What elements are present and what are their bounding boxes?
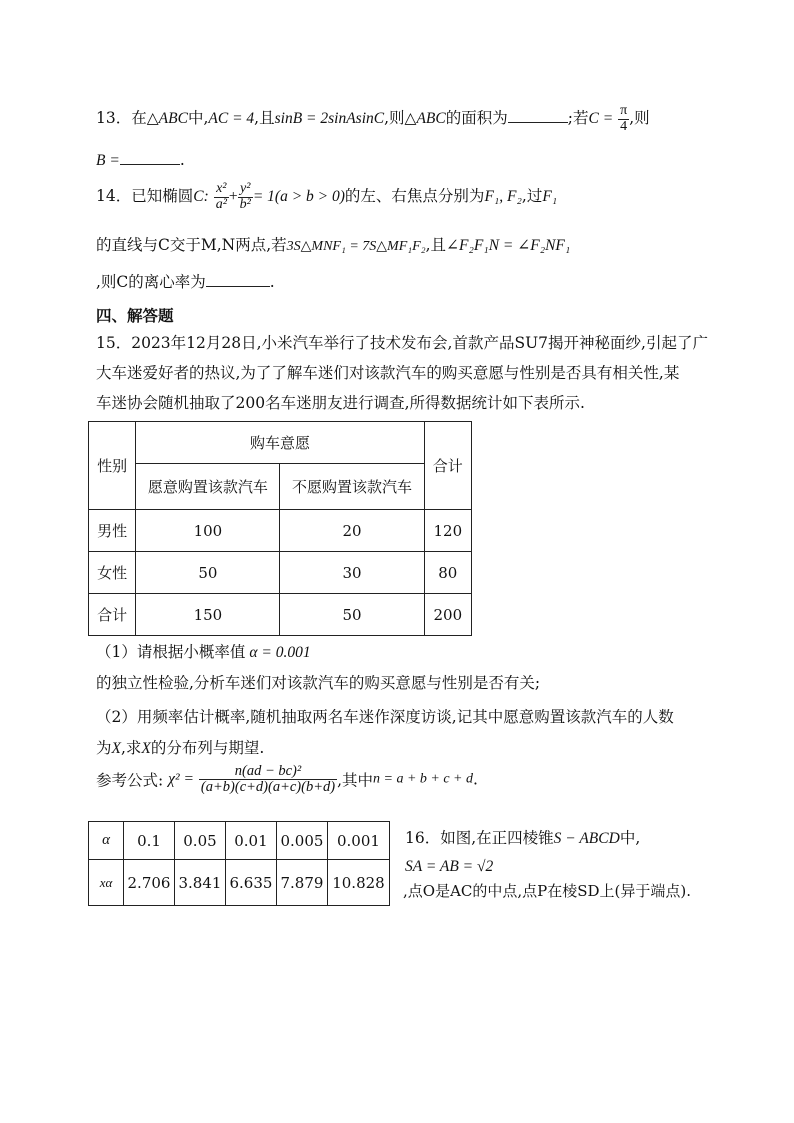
q13-pi: π xyxy=(620,103,628,118)
q14-text1: 已知椭圆 xyxy=(131,187,194,206)
q15-alpha-value: α = 0.001 xyxy=(249,644,311,661)
q14-eq: = 1(a > b > 0) xyxy=(252,188,345,206)
q13-text5: 的面积为 xyxy=(445,109,508,128)
q13-triangle: △ABC xyxy=(146,110,188,128)
x-cell: 10.828 xyxy=(327,860,389,906)
cell-total: 120 xyxy=(424,510,471,552)
q15-part2b-1: 为 xyxy=(96,739,112,757)
q13-end: . xyxy=(179,151,185,169)
table-row xyxy=(89,860,390,906)
formula-denominator: (a+b)(c+d)(a+c)(b+d) xyxy=(200,779,336,796)
q14-line2b: ,且 xyxy=(425,236,446,254)
q13-text4: ,则 xyxy=(384,109,405,128)
question-13-line2 xyxy=(96,150,185,170)
x-cell: 6.635 xyxy=(225,860,276,906)
q14-x2: x² xyxy=(214,182,229,198)
q14-y2: y² xyxy=(238,182,253,198)
q15-part1a: （1）请根据小概率值 xyxy=(96,643,246,661)
q13-number: 13． xyxy=(96,109,132,128)
formula-where: ,其中 xyxy=(337,771,373,790)
q15-part2-line2 xyxy=(96,736,264,758)
q15-part1-line1 xyxy=(96,640,311,662)
q13-ac-eq: AC = 4 xyxy=(208,110,255,128)
alpha-cell: 0.001 xyxy=(327,822,389,860)
q14-angle-condition: ∠F₂F₁N = ∠F₂NF₁ xyxy=(446,237,571,254)
cell-willing: 100 xyxy=(136,510,280,552)
x-cell: 3.841 xyxy=(174,860,225,906)
q13-triangle-2: △ABC xyxy=(404,110,446,128)
q16-sa-eq: SA = AB = √2 xyxy=(405,858,494,875)
q14-text3: ,过 xyxy=(521,187,543,206)
q14-plus: + xyxy=(228,188,238,206)
reference-formula xyxy=(96,764,478,795)
cell-willing: 150 xyxy=(136,594,280,636)
q15-part2-line1: （2）用频率估计概率,随机抽取两名车迷作深度访谈,记其中愿意购置该款汽车的人数 xyxy=(96,708,674,726)
formula-chi: χ² = xyxy=(168,770,194,788)
alpha-cell: 0.05 xyxy=(174,822,225,860)
q14-f1: F₁ xyxy=(542,188,558,206)
q14-text2: 的左、右焦点分别为 xyxy=(344,187,485,206)
header-total: 合计 xyxy=(424,422,471,510)
cell-willing: 50 xyxy=(136,552,280,594)
question-14-line2 xyxy=(96,233,570,255)
q15-x-var: X xyxy=(111,740,121,757)
q15-x-var-2: X xyxy=(141,740,151,757)
row-label: 女性 xyxy=(89,552,136,594)
q13-blank-2 xyxy=(120,150,180,165)
q13-blank-1 xyxy=(508,108,568,123)
q15-part1-line2: 的独立性检验,分析车迷们对该款汽车的购买意愿与性别是否有关; xyxy=(96,674,541,692)
q16-pyramid: S − ABCD xyxy=(553,830,620,847)
q13-text6: ;若 xyxy=(567,109,589,128)
q13-text1: 在 xyxy=(131,109,147,128)
formula-end: . xyxy=(473,770,478,789)
q15-part2b-3: 的分布列与期望. xyxy=(150,739,265,757)
alpha-cell: 0.005 xyxy=(276,822,327,860)
q16-line1 xyxy=(405,826,640,848)
x-alpha-label: xα xyxy=(89,860,124,906)
q14-number: 14． xyxy=(96,187,132,206)
cell-unwilling: 20 xyxy=(280,510,424,552)
q16-line1-text: 16．如图,在正四棱锥 xyxy=(405,829,554,847)
formula-fraction xyxy=(199,764,337,795)
table-row xyxy=(89,552,472,594)
q14-x-fraction xyxy=(214,182,229,212)
q14-line3: ,则C的离心率为 xyxy=(96,273,206,291)
alpha-label: α xyxy=(89,822,124,860)
table-row xyxy=(89,510,472,552)
q14-foci: F₁, F₂ xyxy=(484,188,522,206)
q16-line3: ,点O是AC的中点,点P在棱SD上(异于端点). xyxy=(403,882,692,900)
q13-text2: 中, xyxy=(187,109,209,128)
x-cell: 2.706 xyxy=(124,860,175,906)
survey-table xyxy=(88,421,472,636)
header-intent: 购车意愿 xyxy=(136,422,424,464)
row-label: 合计 xyxy=(89,594,136,636)
q13-pi-fraction xyxy=(618,104,629,134)
x-cell: 7.879 xyxy=(276,860,327,906)
q13-c-eq: C = xyxy=(588,110,614,128)
q13-text7: ,则 xyxy=(629,109,650,128)
alpha-cell: 0.01 xyxy=(225,822,276,860)
q14-c-label: C: xyxy=(193,188,209,206)
question-14-line1 xyxy=(96,182,557,212)
q16-line1b: 中, xyxy=(619,829,641,847)
q15-line2: 大车迷爱好者的热议,为了了解车迷们对该款汽车的购买意愿与性别是否具有相关性,某 xyxy=(96,364,680,382)
cell-total: 200 xyxy=(424,594,471,636)
q14-blank xyxy=(206,272,270,287)
q13-condition: sinB = 2sinAsinC xyxy=(274,110,385,128)
formula-n: n = a + b + c + d xyxy=(373,771,474,787)
header-gender: 性别 xyxy=(89,422,136,510)
q13-b-eq: B = xyxy=(96,152,120,169)
q15-part2b-2: ,求 xyxy=(120,739,142,757)
q14-y-fraction xyxy=(238,182,253,212)
q15-line3: 车迷协会随机抽取了200名车迷朋友进行调查,所得数据统计如下表所示. xyxy=(96,394,585,412)
q14-a2: a² xyxy=(215,196,227,212)
q14-b2: b² xyxy=(239,196,251,212)
q15-line1: 15．2023年12月28日,小米汽车举行了技术发布会,首款产品SU7揭开神秘面纱,引起了广 xyxy=(96,334,708,352)
question-13-line1 xyxy=(96,104,650,134)
cell-unwilling: 30 xyxy=(280,552,424,594)
alpha-cell: 0.1 xyxy=(124,822,175,860)
question-14-line3 xyxy=(96,270,275,292)
formula-label: 参考公式: xyxy=(96,771,164,790)
table-row xyxy=(89,594,472,636)
q14-area-condition: 3S△MNF₁ = 7S△MF₁F₂ xyxy=(286,239,426,254)
row-label: 男性 xyxy=(89,510,136,552)
cell-total: 80 xyxy=(424,552,471,594)
header-willing: 愿意购置该款汽车 xyxy=(136,464,280,510)
q14-end: . xyxy=(269,273,275,291)
q14-line2a: 的直线与C交于M,N两点,若 xyxy=(96,236,287,254)
table-row xyxy=(89,822,390,860)
critical-value-table xyxy=(88,821,390,906)
header-unwilling: 不愿购置该款汽车 xyxy=(280,464,424,510)
formula-numerator: n(ad − bc)² xyxy=(199,764,337,780)
q13-four: 4 xyxy=(620,118,628,134)
section-heading: 四、解答题 xyxy=(96,306,174,325)
cell-unwilling: 50 xyxy=(280,594,424,636)
q13-text3: ,且 xyxy=(254,109,275,128)
